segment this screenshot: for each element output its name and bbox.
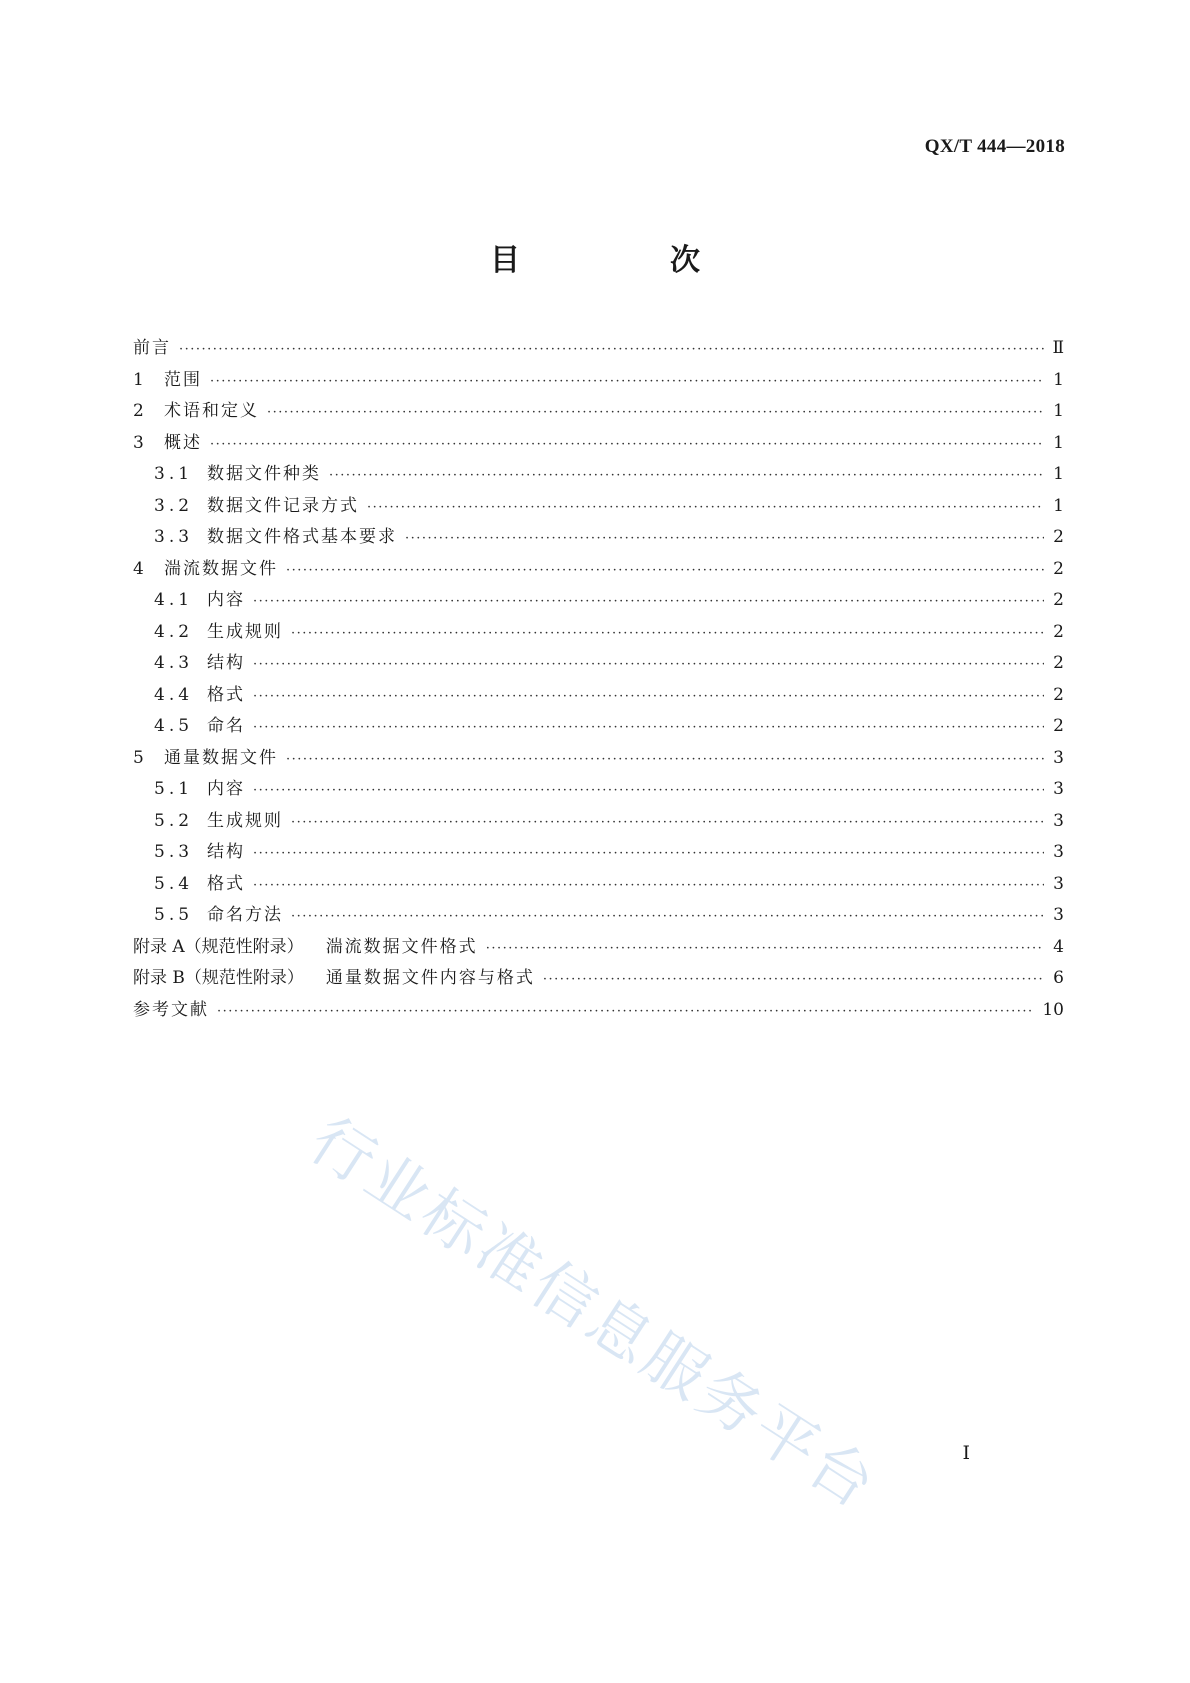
toc-entry[interactable] — [133, 806, 1064, 838]
toc-entry[interactable] — [133, 648, 1064, 680]
toc-dot-leader — [179, 334, 1044, 366]
toc-entry-number: 3 — [133, 432, 144, 453]
toc-dot-leader — [253, 681, 1044, 713]
toc-entry-number: 4 — [133, 558, 144, 579]
toc-entry-page: 2 — [1053, 590, 1064, 610]
toc-dot-leader — [253, 586, 1044, 618]
toc-entry[interactable] — [133, 365, 1064, 397]
toc-entry-page: 2 — [1053, 558, 1064, 579]
toc-entry-number: 5.4 — [154, 873, 194, 894]
toc-entry-number: 3.3 — [154, 527, 194, 547]
toc-entry-number: 3.1 — [154, 464, 194, 484]
toc-entry-page: 3 — [1053, 842, 1064, 862]
toc-entry[interactable] — [133, 459, 1064, 491]
toc-entry[interactable] — [133, 617, 1064, 649]
toc-dot-leader — [253, 649, 1044, 681]
toc-entry-page: 6 — [1053, 968, 1064, 988]
toc-entry[interactable] — [133, 680, 1064, 712]
toc-dot-leader — [253, 775, 1044, 807]
toc-entry[interactable] — [133, 554, 1064, 586]
toc-entry[interactable] — [133, 932, 1064, 964]
toc-dot-leader — [367, 492, 1044, 524]
toc-entry-page: 4 — [1053, 936, 1064, 957]
toc-entry[interactable] — [133, 995, 1064, 1027]
toc-entry-page: 2 — [1053, 653, 1064, 673]
toc-entry-page: Ⅱ — [1052, 338, 1064, 358]
toc-entry-label: 内容 — [207, 779, 245, 799]
toc-entry[interactable] — [133, 743, 1064, 775]
toc-entry[interactable] — [133, 869, 1064, 901]
toc-entry[interactable] — [133, 963, 1064, 995]
toc-dot-leader — [543, 964, 1044, 996]
toc-entry-label: 参考文献 — [133, 999, 209, 1020]
toc-dot-leader — [253, 870, 1044, 902]
toc-entry-number: 5.5 — [154, 905, 194, 925]
toc-entry-page: 3 — [1053, 747, 1064, 768]
toc-dot-leader — [291, 618, 1044, 650]
toc-entry-label: 通量数据文件 — [164, 747, 278, 768]
toc-dot-leader — [210, 366, 1044, 398]
toc-dot-leader — [253, 712, 1044, 744]
toc-entry-number: 5 — [133, 747, 144, 768]
toc-entry[interactable] — [133, 900, 1064, 932]
toc-entry-page: 3 — [1053, 873, 1064, 894]
toc-dot-leader — [291, 807, 1044, 839]
toc-entry[interactable] — [133, 837, 1064, 869]
toc-entry-label: 命名方法 — [207, 905, 283, 925]
toc-entry[interactable] — [133, 491, 1064, 523]
toc-entry-label: 数据文件种类 — [207, 464, 321, 484]
toc-entry-page: 3 — [1053, 779, 1064, 799]
toc-entry-page: 1 — [1053, 369, 1064, 390]
watermark: 行业标准信息服务平台 — [297, 1103, 891, 1524]
toc-dot-leader — [286, 744, 1044, 776]
toc-dot-leader — [286, 555, 1044, 587]
toc-entry-number: 4.4 — [154, 684, 194, 705]
toc-entry-label: 概述 — [164, 432, 202, 453]
standard-number: QX/T 444—2018 — [924, 136, 1065, 157]
toc-entry-number: 4.1 — [154, 590, 194, 610]
toc-dot-leader — [291, 901, 1044, 933]
toc-entry-page: 2 — [1053, 684, 1064, 705]
toc-entry-label: 湍流数据文件格式 — [325, 936, 478, 957]
toc-entry[interactable] — [133, 774, 1064, 806]
toc-dot-leader — [329, 460, 1044, 492]
toc-entry-page: 1 — [1053, 432, 1064, 453]
toc-entry-page: 2 — [1053, 716, 1064, 736]
toc-entry-page: 10 — [1042, 999, 1064, 1020]
toc-entry[interactable] — [133, 585, 1064, 617]
toc-entry-number: 1 — [133, 369, 144, 390]
toc-dot-leader — [210, 429, 1044, 461]
toc-entry[interactable] — [133, 522, 1064, 554]
toc-entry-number: 附录 B（规范性附录） — [133, 968, 304, 988]
toc-entry-page: 3 — [1053, 810, 1064, 831]
toc-entry-label: 命名 — [207, 716, 245, 736]
toc-entry-label: 生成规则 — [207, 621, 283, 642]
toc-dot-leader — [486, 933, 1044, 965]
toc-entry-number: 附录 A（规范性附录） — [133, 936, 304, 957]
toc-entry-number: 4.3 — [154, 653, 194, 673]
toc-dot-leader — [405, 523, 1044, 555]
toc-entry[interactable] — [133, 428, 1064, 460]
toc-entry-label: 格式 — [207, 684, 245, 705]
table-of-contents — [133, 333, 1064, 1026]
page-folio: Ⅰ — [962, 1443, 970, 1464]
toc-entry-number: 2 — [133, 401, 144, 421]
toc-entry-label: 数据文件记录方式 — [207, 495, 359, 516]
toc-entry-label: 术语和定义 — [164, 401, 259, 421]
toc-dot-leader — [217, 996, 1034, 1028]
toc-entry-label: 结构 — [207, 653, 245, 673]
toc-entry-number: 4.5 — [154, 716, 194, 736]
toc-dot-leader — [253, 838, 1044, 870]
toc-entry-page: 1 — [1053, 464, 1064, 484]
toc-entry-label: 内容 — [207, 590, 245, 610]
toc-entry-label: 结构 — [207, 842, 245, 862]
toc-entry-label: 数据文件格式基本要求 — [207, 527, 397, 547]
toc-entry-label: 格式 — [207, 873, 245, 894]
toc-entry-page: 2 — [1053, 527, 1064, 547]
toc-entry-label: 生成规则 — [207, 810, 283, 831]
toc-entry-label: 通量数据文件内容与格式 — [325, 968, 535, 988]
toc-entry-page: 3 — [1053, 905, 1064, 925]
toc-entry[interactable] — [133, 333, 1064, 365]
toc-entry-label: 范围 — [164, 369, 202, 390]
page-title: 目 次 — [490, 243, 760, 278]
toc-entry-number: 5.2 — [154, 810, 194, 831]
toc-entry-page: 1 — [1053, 495, 1064, 516]
toc-entry[interactable] — [133, 711, 1064, 743]
toc-entry-number: 5.1 — [154, 779, 194, 799]
toc-entry[interactable] — [133, 396, 1064, 428]
toc-entry-label: 湍流数据文件 — [164, 558, 278, 579]
toc-entry-number: 3.2 — [154, 495, 194, 516]
toc-entry-label: 前言 — [133, 338, 171, 358]
toc-dot-leader — [267, 397, 1044, 429]
toc-entry-number: 5.3 — [154, 842, 194, 862]
toc-entry-page: 2 — [1053, 621, 1064, 642]
toc-entry-number: 4.2 — [154, 621, 194, 642]
toc-entry-page: 1 — [1053, 401, 1064, 421]
